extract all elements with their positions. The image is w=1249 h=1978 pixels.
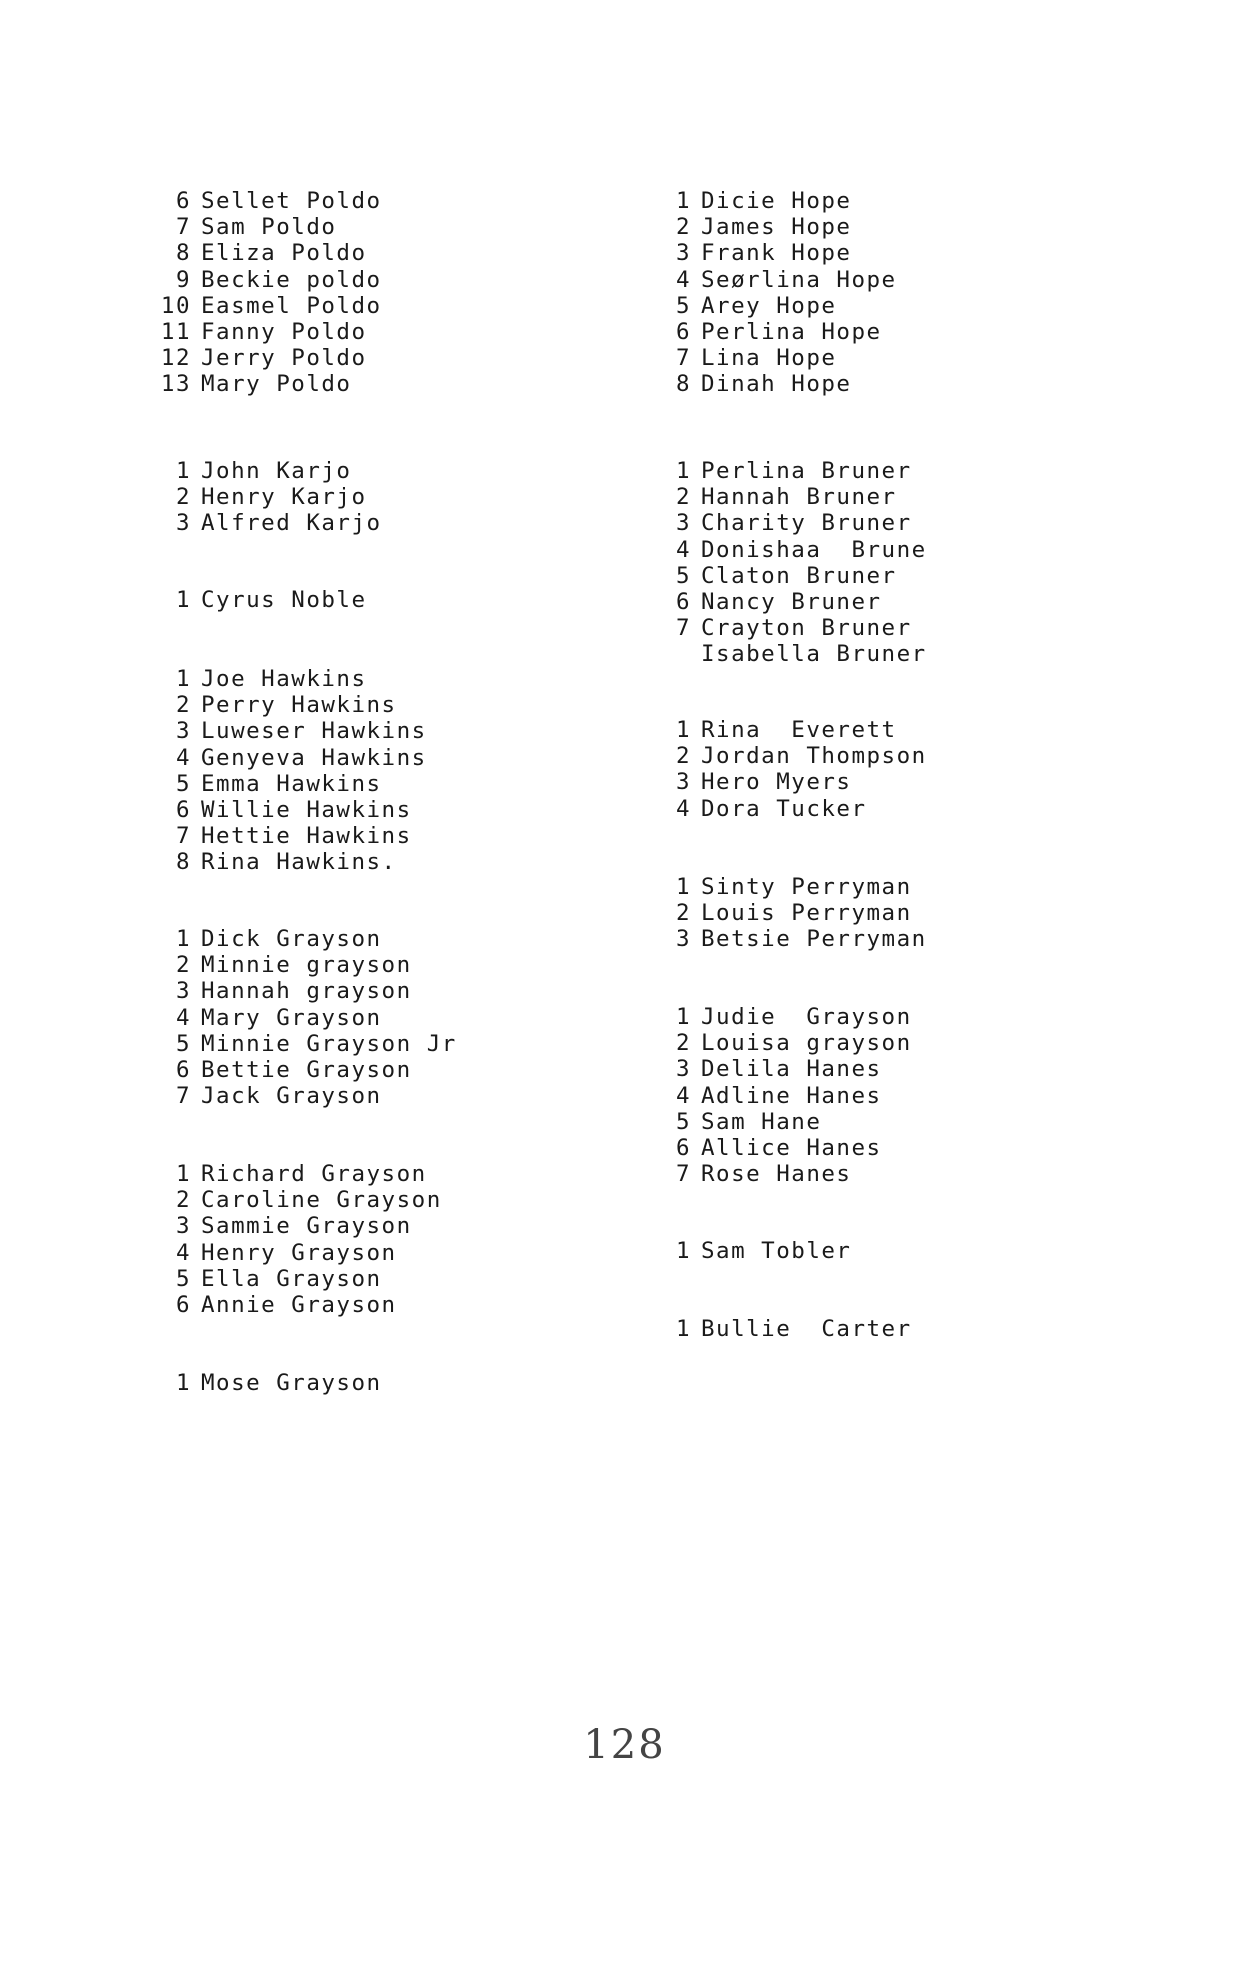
entry-number: 2 xyxy=(675,900,691,927)
list-item xyxy=(655,926,927,952)
entry-group xyxy=(155,926,457,1109)
list-item xyxy=(655,874,927,900)
list-item xyxy=(155,823,427,849)
list-item xyxy=(155,1187,442,1213)
entry-name: Jordan Thompson xyxy=(701,743,927,770)
list-item xyxy=(655,537,927,563)
list-item xyxy=(655,240,897,266)
entry-group xyxy=(155,458,382,537)
entry-number: 4 xyxy=(675,1082,691,1109)
entry-number: 6 xyxy=(175,1291,191,1318)
entry-number: 3 xyxy=(175,1213,191,1240)
entry-name: Caroline Grayson xyxy=(201,1187,442,1214)
entry-name: Perry Hawkins xyxy=(201,692,397,719)
entry-number: 6 xyxy=(175,188,191,214)
entry-name: Eliza Poldo xyxy=(201,240,367,267)
entry-name: Rina Everett xyxy=(701,717,897,743)
entry-number: 5 xyxy=(175,1030,191,1057)
list-item xyxy=(655,1083,912,1109)
list-item xyxy=(655,458,927,484)
entry-name: Arey Hope xyxy=(701,292,837,319)
entry-group xyxy=(655,1316,912,1342)
entry-name: Henry Grayson xyxy=(201,1239,397,1266)
entry-name: Hero Myers xyxy=(701,769,852,796)
list-item xyxy=(655,743,927,769)
entry-number: 6 xyxy=(175,1056,191,1083)
list-item xyxy=(155,771,427,797)
entry-name: Hannah grayson xyxy=(201,978,412,1005)
entry-name: Willie Hawkins xyxy=(201,796,412,823)
list-item xyxy=(655,1135,912,1161)
entry-number: 7 xyxy=(675,1161,691,1188)
list-item xyxy=(155,293,382,319)
list-item xyxy=(655,589,927,615)
entry-number: 10 xyxy=(160,292,191,319)
entry-number: 1 xyxy=(175,458,191,484)
entry-name: Allice Hanes xyxy=(701,1134,882,1161)
entry-number: 4 xyxy=(175,1239,191,1266)
entry-number: 11 xyxy=(160,318,191,345)
list-item xyxy=(155,458,382,484)
list-item xyxy=(155,188,382,214)
entry-name: Donishaa Brune xyxy=(701,536,927,563)
list-item xyxy=(655,1004,912,1030)
entry-group xyxy=(155,666,427,876)
entry-number: 3 xyxy=(675,769,691,796)
entry-number: 1 xyxy=(675,1004,691,1030)
entry-name: Joe Hawkins xyxy=(201,666,367,692)
entry-number: 7 xyxy=(675,345,691,372)
entry-number: 1 xyxy=(675,874,691,900)
entry-number: 2 xyxy=(675,1030,691,1057)
entry-name: Rose Hanes xyxy=(701,1161,852,1188)
list-item xyxy=(155,1292,442,1318)
entry-name: Fanny Poldo xyxy=(201,318,367,345)
list-item xyxy=(155,240,382,266)
entry-name: Cyrus Noble xyxy=(201,587,367,613)
entry-number: 1 xyxy=(675,1316,691,1342)
entry-number: 2 xyxy=(175,952,191,979)
list-item xyxy=(655,1161,912,1187)
entry-number: 3 xyxy=(675,510,691,537)
entry-number: 8 xyxy=(175,240,191,267)
entry-name: Annie Grayson xyxy=(201,1291,397,1318)
entry-number: 2 xyxy=(175,484,191,511)
entry-number: 4 xyxy=(175,1004,191,1031)
entry-name: Claton Bruner xyxy=(701,562,897,589)
entry-number: 3 xyxy=(675,240,691,267)
list-item xyxy=(655,319,897,345)
list-item xyxy=(155,1161,442,1187)
entry-number: 7 xyxy=(675,615,691,642)
entry-name: Jerry Poldo xyxy=(201,345,367,372)
list-item xyxy=(155,926,457,952)
entry-name: Sam Poldo xyxy=(201,214,337,241)
list-item xyxy=(655,510,927,536)
list-item xyxy=(155,1057,457,1083)
list-item xyxy=(155,666,427,692)
list-item xyxy=(155,510,382,536)
entry-number: 1 xyxy=(675,1238,691,1264)
entry-name: Judie Grayson xyxy=(701,1004,912,1030)
list-item xyxy=(655,1030,912,1056)
list-item xyxy=(155,267,382,293)
entry-name: Mary Grayson xyxy=(201,1004,382,1031)
list-item xyxy=(155,1266,442,1292)
entry-number: 1 xyxy=(675,188,691,214)
entry-number: 12 xyxy=(160,345,191,372)
entry-name: Richard Grayson xyxy=(201,1161,427,1187)
list-item xyxy=(655,1109,912,1135)
list-item xyxy=(155,718,427,744)
entry-name: Perlina Bruner xyxy=(701,458,912,484)
entry-name: Dick Grayson xyxy=(201,926,382,952)
entry-name: Delila Hanes xyxy=(701,1056,882,1083)
list-item xyxy=(155,1370,382,1396)
entry-name: Easmel Poldo xyxy=(201,292,382,319)
entry-number: 4 xyxy=(675,536,691,563)
entry-name: Jack Grayson xyxy=(201,1083,382,1110)
entry-name: Mose Grayson xyxy=(201,1370,382,1396)
entry-name: Adline Hanes xyxy=(701,1082,882,1109)
entry-number: 4 xyxy=(675,795,691,822)
list-item xyxy=(655,641,927,667)
list-item xyxy=(655,345,897,371)
entry-name: Sammie Grayson xyxy=(201,1213,412,1240)
list-item xyxy=(155,1005,457,1031)
entry-name: John Karjo xyxy=(201,458,352,484)
entry-name: Hettie Hawkins xyxy=(201,823,412,850)
entry-number: 2 xyxy=(675,743,691,770)
list-item xyxy=(155,978,457,1004)
entry-name: Hannah Bruner xyxy=(701,484,897,511)
entry-group xyxy=(155,587,367,613)
entry-number: 6 xyxy=(175,796,191,823)
entry-number: 1 xyxy=(175,1370,191,1396)
entry-group xyxy=(655,874,927,953)
entry-number: 13 xyxy=(160,371,191,398)
entry-name: Genyeva Hawkins xyxy=(201,744,427,771)
entry-number: 4 xyxy=(175,744,191,771)
entry-number: 6 xyxy=(675,588,691,615)
entry-name: Dinah Hope xyxy=(701,371,852,398)
list-item xyxy=(655,796,927,822)
entry-name: Minnie Grayson Jr xyxy=(201,1030,457,1057)
list-item xyxy=(155,587,367,613)
entry-name: Beckie poldo xyxy=(201,266,382,293)
entry-number: 5 xyxy=(675,562,691,589)
entry-group xyxy=(655,458,927,668)
entry-name: Bullie Carter xyxy=(701,1316,912,1342)
entry-number: 5 xyxy=(175,770,191,797)
entry-number: 4 xyxy=(675,266,691,293)
list-item xyxy=(655,371,897,397)
entry-group xyxy=(155,1161,442,1318)
entry-name: Charity Bruner xyxy=(701,510,912,537)
list-item xyxy=(655,188,897,214)
entry-number: 2 xyxy=(175,692,191,719)
entry-number: 5 xyxy=(675,292,691,319)
list-item xyxy=(155,1083,457,1109)
entry-number: 8 xyxy=(675,371,691,398)
list-item xyxy=(155,692,427,718)
list-item xyxy=(655,1056,912,1082)
entry-name: Sam Tobler xyxy=(701,1238,852,1264)
list-item xyxy=(155,849,427,875)
entry-number: 5 xyxy=(175,1265,191,1292)
entry-name: Frank Hope xyxy=(701,240,852,267)
list-item xyxy=(655,1238,851,1264)
entry-number: 7 xyxy=(175,823,191,850)
entry-number: 2 xyxy=(675,484,691,511)
entry-name: Dora Tucker xyxy=(701,795,867,822)
entry-name: Louisa grayson xyxy=(701,1030,912,1057)
entry-number: 7 xyxy=(175,214,191,241)
entry-number: 2 xyxy=(175,1187,191,1214)
list-item xyxy=(655,615,927,641)
entry-number: 9 xyxy=(175,266,191,293)
list-item xyxy=(655,563,927,589)
list-item xyxy=(155,952,457,978)
entry-name: Nancy Bruner xyxy=(701,588,882,615)
entry-name: Crayton Bruner xyxy=(701,615,912,642)
entry-name: Lina Hope xyxy=(701,345,837,372)
list-item xyxy=(655,214,897,240)
list-item xyxy=(155,1213,442,1239)
entry-group xyxy=(655,1238,851,1264)
entry-name: Sinty Perryman xyxy=(701,874,912,900)
entry-name: Dicie Hope xyxy=(701,188,852,214)
list-item xyxy=(155,797,427,823)
entry-group xyxy=(155,1370,382,1396)
entry-number: 7 xyxy=(175,1083,191,1110)
entry-number: 1 xyxy=(175,666,191,692)
entry-name: Betsie Perryman xyxy=(701,926,927,953)
entry-number: 1 xyxy=(675,717,691,743)
entry-number: 3 xyxy=(175,718,191,745)
list-item xyxy=(655,484,927,510)
entry-name: James Hope xyxy=(701,214,852,241)
entry-number: 3 xyxy=(675,1056,691,1083)
entry-number: 1 xyxy=(175,926,191,952)
entry-number: 6 xyxy=(675,318,691,345)
entry-number: 3 xyxy=(675,926,691,953)
entry-name: Alfred Karjo xyxy=(201,510,382,537)
entry-number: 1 xyxy=(175,587,191,613)
list-item xyxy=(155,1031,457,1057)
entry-number: 1 xyxy=(675,458,691,484)
entry-name: Minnie grayson xyxy=(201,952,412,979)
entry-name: Seørlina Hope xyxy=(701,266,897,293)
entry-name: Henry Karjo xyxy=(201,484,367,511)
list-item xyxy=(655,717,927,743)
entry-name: Isabella Bruner xyxy=(701,641,927,668)
entry-name: Luweser Hawkins xyxy=(201,718,427,745)
entry-number: 3 xyxy=(175,510,191,537)
entry-name: Bettie Grayson xyxy=(201,1056,412,1083)
list-item xyxy=(655,293,897,319)
entry-name: Louis Perryman xyxy=(701,900,912,927)
list-item xyxy=(155,1240,442,1266)
list-item xyxy=(655,769,927,795)
entry-name: Sam Hane xyxy=(701,1108,822,1135)
entry-number: 3 xyxy=(175,978,191,1005)
list-item xyxy=(155,745,427,771)
entry-number: 8 xyxy=(175,849,191,876)
entry-group xyxy=(655,188,897,398)
entry-number: 5 xyxy=(675,1108,691,1135)
entry-name: Ella Grayson xyxy=(201,1265,382,1292)
entry-name: Mary Poldo xyxy=(201,371,352,398)
list-item xyxy=(155,345,382,371)
entry-name: Rina Hawkins. xyxy=(201,849,397,876)
entry-name: Perlina Hope xyxy=(701,318,882,345)
list-item xyxy=(655,900,927,926)
entry-name: Emma Hawkins xyxy=(201,770,382,797)
entry-number: 6 xyxy=(675,1134,691,1161)
list-item xyxy=(655,1316,912,1342)
entry-group xyxy=(655,717,927,822)
entry-group xyxy=(155,188,382,398)
list-item xyxy=(155,484,382,510)
entry-name: Sellet Poldo xyxy=(201,188,382,214)
list-item xyxy=(155,214,382,240)
entry-number: 2 xyxy=(675,214,691,241)
page-number: 128 xyxy=(583,1722,666,1768)
list-item xyxy=(655,267,897,293)
list-item xyxy=(155,319,382,345)
list-item xyxy=(155,371,382,397)
entry-number: 1 xyxy=(175,1161,191,1187)
entry-group xyxy=(655,1004,912,1187)
